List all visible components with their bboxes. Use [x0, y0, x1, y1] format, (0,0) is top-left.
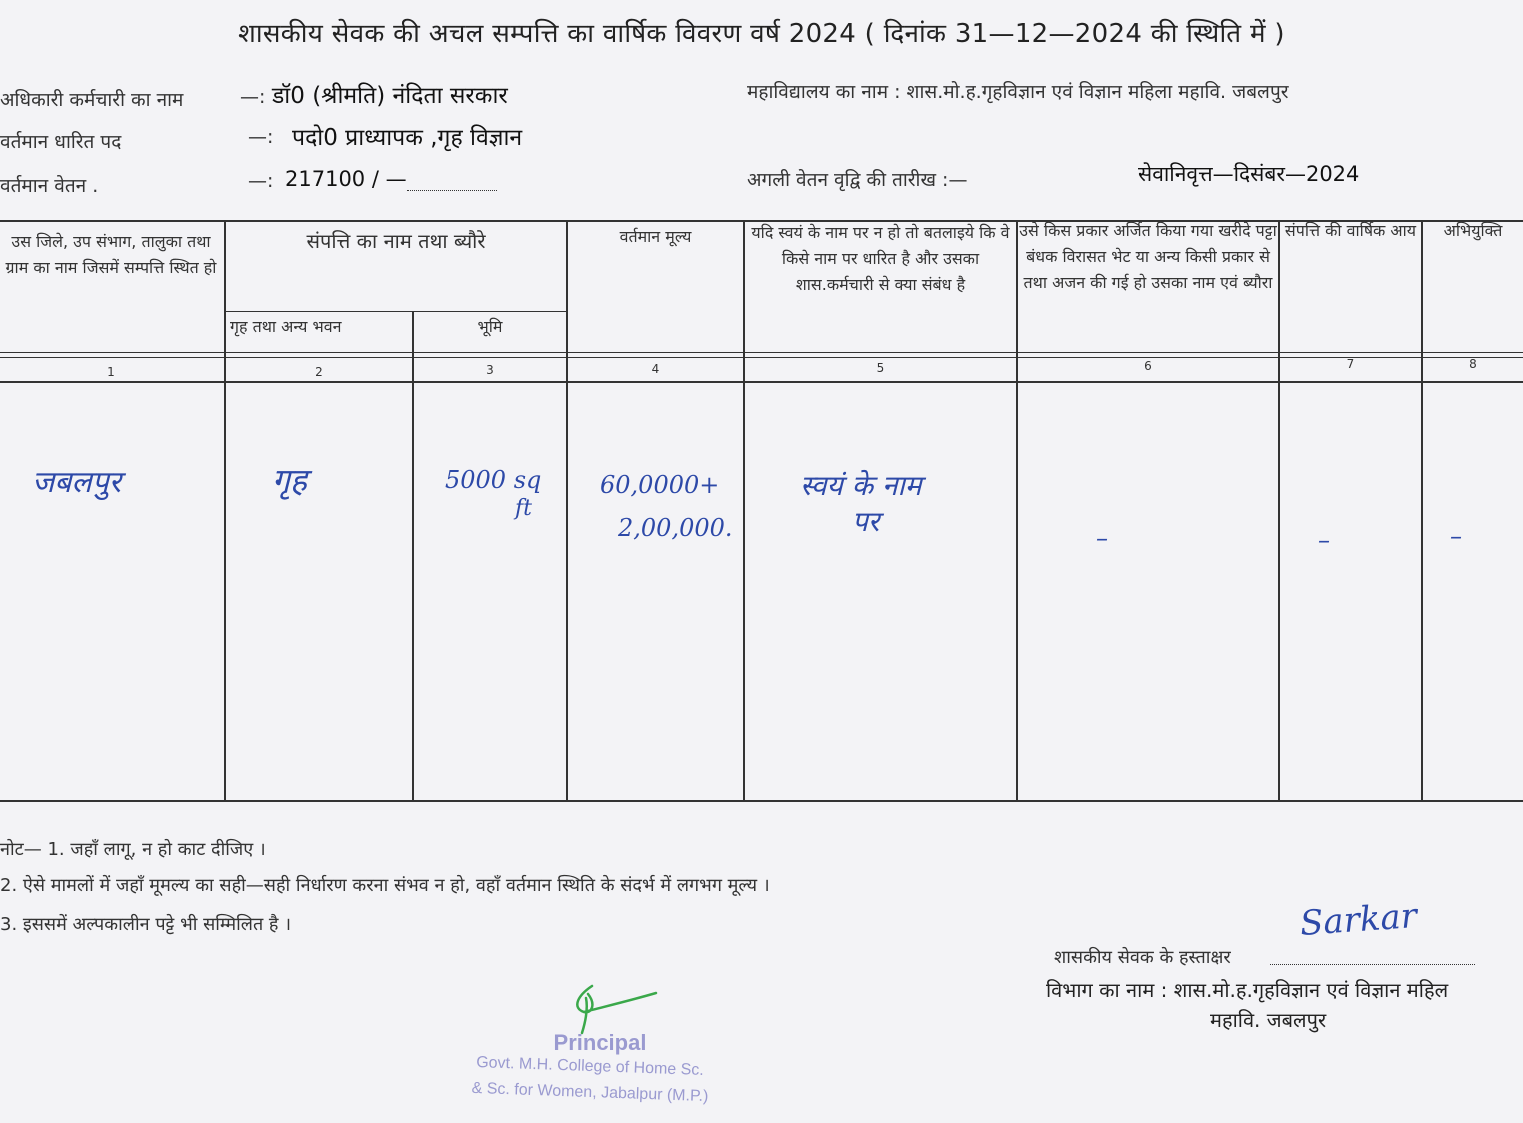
col-number-3: 3 [486, 363, 494, 377]
location-entry: जबलपुर [32, 465, 122, 500]
employee-name: डॉ0 (श्रीमति) नंदिता सरकार [272, 83, 508, 109]
salary-label: वर्तमान वेतन . [0, 175, 99, 197]
value-entry-1: 60,0000+ [600, 471, 720, 499]
col-number-1: 1 [107, 365, 115, 379]
header-current-value: वर्तमान मूल्य [619, 227, 692, 246]
employee-post: पदो0 प्राध्यापक ,गृह विज्ञान [292, 125, 523, 151]
employee-signature: Sarkar [1298, 895, 1419, 945]
header-ownership: यदि स्वयं के नाम पर न हो तो बतलाइये कि वे किसे नाम पर धारित है और उसका शास.कर्मचारी से क्या संबंध है [751, 223, 1010, 294]
col-number-6: 6 [1144, 359, 1152, 373]
col-number-4: 4 [651, 362, 660, 376]
increment-value: सेवानिवृत्त—दिसंबर—2024 [1138, 162, 1360, 186]
salary-value: 217100 / — [285, 167, 497, 191]
land-unit-entry: ft [515, 496, 532, 521]
income-entry: – [1318, 526, 1330, 554]
header-annual-income: संपत्ति की वार्षिक आय [1284, 221, 1417, 240]
department-name-line2: महावि. जबलपुर [1210, 1008, 1327, 1032]
name-sep: —: [240, 86, 266, 108]
salary-sep: —: [248, 170, 274, 192]
note-1: नोट— 1. जहॉं लागू, न हो काट दीजिए । [0, 839, 266, 860]
signature-line [1270, 964, 1475, 965]
header-acquisition: उसे किस प्रकार अर्जित किया गया खरीदे पट्टा बंधक विरासत भेट या अन्य किसी प्रकार से तथा अजन की गई हो उसका नाम एवं ब्यौरा [1019, 221, 1277, 292]
form-title: शासकीय सेवक की अचल सम्पत्ति का वार्षिक विवरण वर्ष 2024 ( दिनांक 31—12—2024 की स्थिति में ) [238, 19, 1285, 49]
principal-signature [562, 978, 662, 1038]
col-number-2: 2 [315, 365, 323, 379]
stamp-title: Principal [553, 1030, 647, 1055]
value-entry-2: 2,00,000. [618, 514, 733, 542]
note-3: 3. इससमें अल्पकालीन पट्टे भी सम्मिलित है । [0, 914, 292, 935]
header-property-details: संपत्ति का नाम तथा ब्यौरे [306, 229, 486, 253]
col-divider-2 [412, 311, 414, 802]
name-label: अधिकारी कर्मचारी का नाम [0, 89, 184, 111]
stamp-college-line2: & Sc. for Women, Jabalpur (M.P.) [471, 1079, 709, 1106]
building-entry: गृह [272, 461, 308, 499]
col-divider-4 [743, 220, 745, 802]
ownership-entry-1: स्वयं के नाम [800, 469, 922, 502]
col-divider-6 [1278, 220, 1280, 802]
ownership-entry-2: पर [852, 505, 880, 538]
increment-label: अगली वेतन वृद्वि की तारीख :— [747, 169, 968, 191]
post-sep: —: [248, 126, 274, 148]
col-number-8: 8 [1469, 357, 1477, 371]
land-area-entry: 5000 sq [445, 466, 542, 494]
department-name-line1: विभाग का नाम : शास.मो.ह.गृहविज्ञान एवं विज्ञान महिल [1046, 978, 1449, 1002]
subheader-divider [224, 311, 566, 312]
header-location: उस जिले, उप संभाग, तालुका तथा ग्राम का नाम जिसमें सम्पत्ति स्थित हो [5, 232, 217, 277]
stamp-college-line1: Govt. M.H. College of Home Sc. [475, 1054, 705, 1079]
table-bottom-border [0, 800, 1523, 802]
acquisition-entry: – [1096, 524, 1108, 552]
header-remarks: अभियुक्ति [1443, 221, 1503, 240]
header-buildings: गृह तथा अन्य भवन [230, 317, 342, 336]
post-label: वर्तमान धारित पद [0, 131, 122, 153]
note-2: 2. ऐसे मामलों में जहॉं मूमल्य का सही—सही निर्धारण करना संभव न हो, वहॉं वर्तमान स्थिति के संदर्भ में लगभग मूल्य । [0, 875, 770, 896]
col-divider-1 [224, 220, 226, 802]
salary-dotted-line [407, 172, 497, 191]
col-divider-5 [1016, 220, 1018, 802]
header-land: भूमि [477, 317, 503, 336]
col-divider-7 [1421, 220, 1423, 802]
header-bottom-border [0, 352, 1523, 353]
col-number-5: 5 [876, 361, 885, 375]
col-divider-3 [566, 220, 568, 802]
remarks-entry: – [1450, 522, 1462, 550]
col-number-7: 7 [1346, 357, 1355, 371]
signature-label: शासकीय सेवक के हस्ताक्षर [1054, 947, 1231, 968]
colno-bottom-border [0, 381, 1523, 383]
college-name: महाविद्यालय का नाम : शास.मो.ह.गृहविज्ञान एवं विज्ञान महिला महावि. जबलपुर [747, 81, 1289, 103]
